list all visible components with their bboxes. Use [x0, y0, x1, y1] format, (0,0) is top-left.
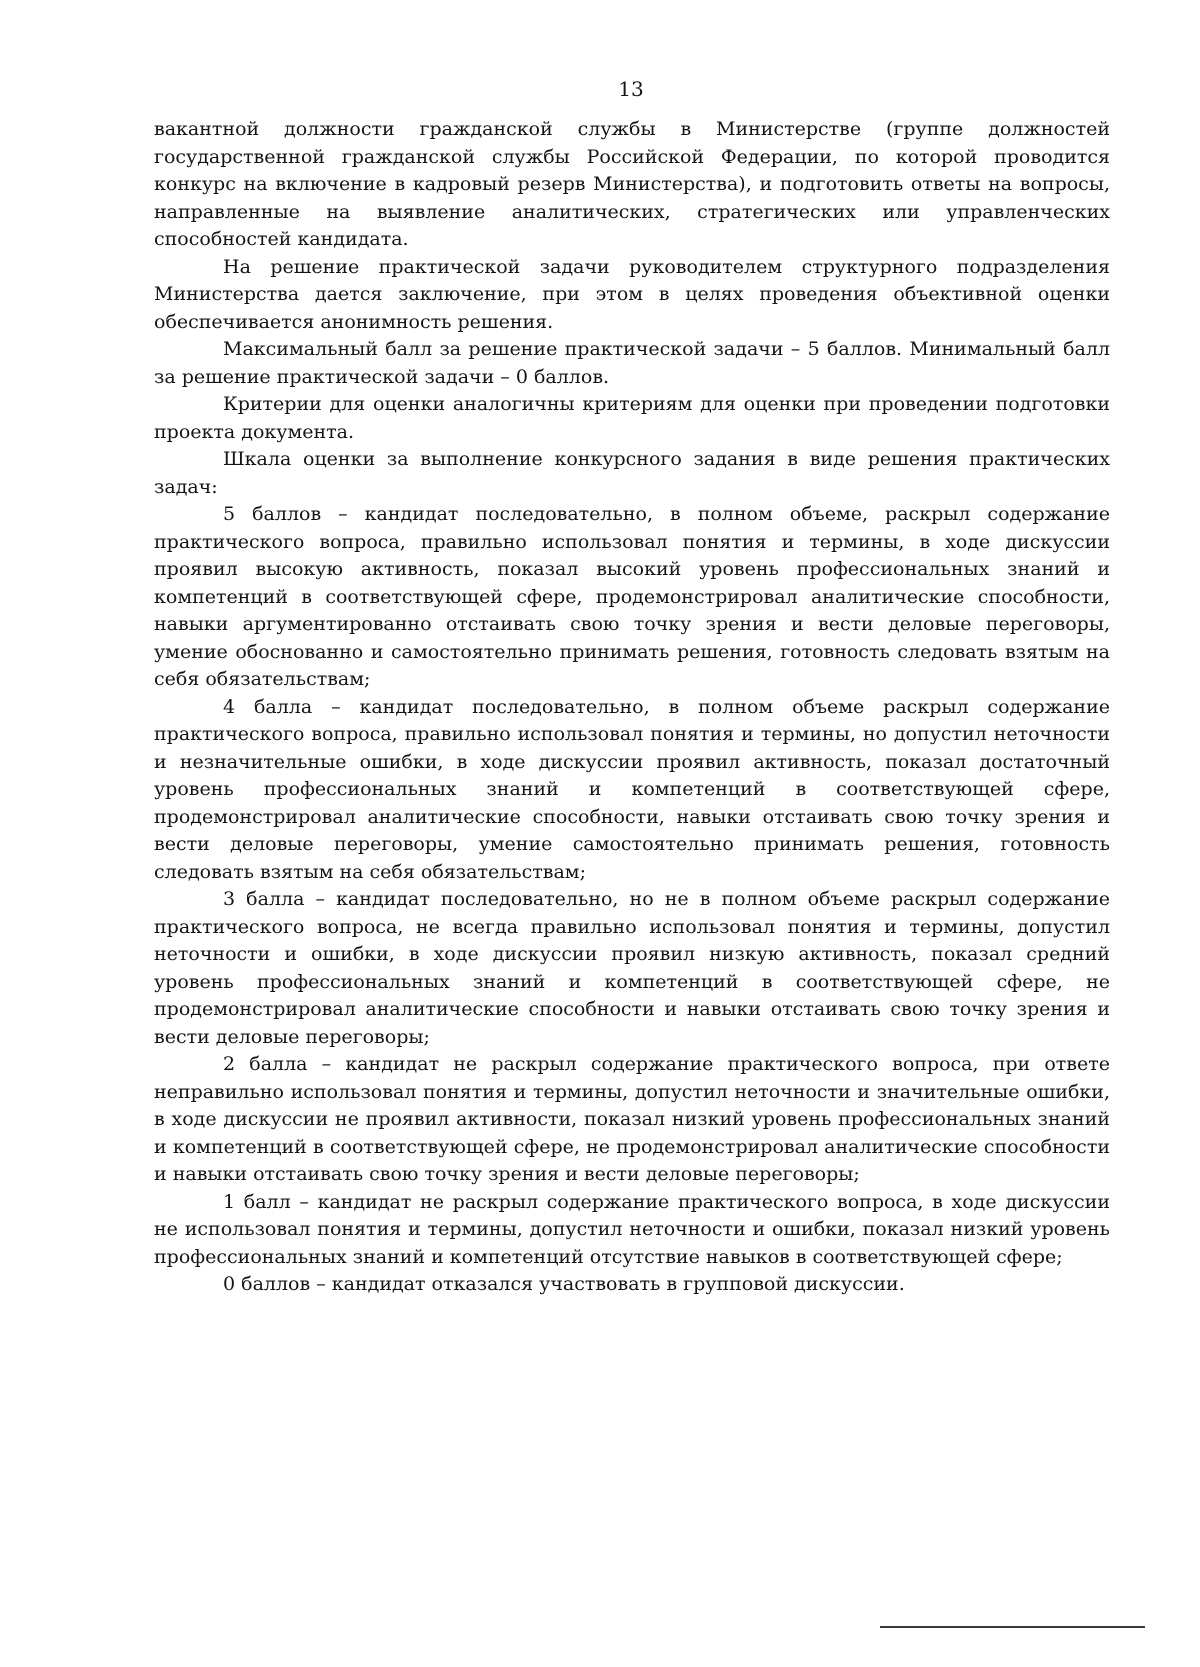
paragraph-criteria: Критерии для оценки аналогичны критериям для оценки при проведении подготовки проекта документа. — [154, 393, 1110, 443]
footer-rule — [880, 1626, 1145, 1628]
score-item-0: 0 баллов – кандидат отказался участвовать в групповой дискуссии. — [223, 1273, 905, 1295]
paragraph-vacancy-continuation: вакантной должности гражданской службы в Министерстве (группе должностей государственной гражданской службы Российской Федерации, по которой проводится конкурс на включение в кадровый резерв Министерства), и подготовить ответы на вопросы, направленные на выявление аналитических, стратегических или управленческих способностей кандидата. — [154, 118, 1110, 250]
score-item-3: 3 балла – кандидат последовательно, но не в полном объеме раскрыл содержание практического вопроса, не всегда правильно использовал понятия и термины, допустил неточности и ошибки, в ходе дискуссии проявил низкую активность, показал средний уровень профессиональных знаний и компетенций в соответствующей сфере, не продемонстрировал аналитические способности и навыки отстаивать свою точку зрения и вести деловые переговоры; — [154, 888, 1110, 1048]
score-item-1: 1 балл – кандидат не раскрыл содержание практического вопроса, в ходе дискуссии не использовал понятия и термины, допустил неточности и ошибки, показал низкий уровень профессиональных знаний и компетенций отсутствие навыков в соответствующей сфере; — [154, 1190, 1110, 1268]
document-body — [154, 116, 1110, 1299]
page-number: 13 — [618, 77, 644, 101]
paragraph-scale-heading: Шкала оценки за выполнение конкурсного задания в виде решения практических задач: — [154, 448, 1110, 498]
score-item-2: 2 балла – кандидат не раскрыл содержание практического вопроса, при ответе неправильно использовал понятия и термины, допустил неточности и значительные ошибки, в ходе дискуссии не проявил активности, показал низкий уровень профессиональных знаний и компетенций в соответствующей сфере, не продемонстрировал аналитические способности и навыки отстаивать свою точку зрения и вести деловые переговоры; — [154, 1053, 1110, 1185]
paragraph-score-range: Максимальный балл за решение практической задачи – 5 баллов. Минимальный балл за решение практической задачи – 0 баллов. — [154, 338, 1110, 388]
paragraph-conclusion: На решение практической задачи руководителем структурного подразделения Министерства дается заключение, при этом в целях проведения объективной оценки обеспечивается анонимность решения. — [154, 255, 1110, 333]
score-item-4: 4 балла – кандидат последовательно, в полном объеме раскрыл содержание практического вопроса, правильно использовал понятия и термины, но допустил неточности и незначительные ошибки, в ходе дискуссии проявил активность, показал достаточный уровень профессиональных знаний и компетенций в соответствующей сфере, продемонстрировал аналитические способности, навыки отстаивать свою точку зрения и вести деловые переговоры, умение самостоятельно принимать решения, готовность следовать взятым на себя обязательствам; — [154, 695, 1110, 883]
score-item-5: 5 баллов – кандидат последовательно, в полном объеме, раскрыл содержание практического вопроса, правильно использовал понятия и термины, в ходе дискуссии проявил высокую активность, показал высокий уровень профессиональных знаний и компетенций в соответствующей сфере, продемонстрировал аналитические способности, навыки аргументированно отстаивать свою точку зрения и вести деловые переговоры, умение обоснованно и самостоятельно принимать решения, готовность следовать взятым на себя обязательствам; — [154, 503, 1110, 690]
